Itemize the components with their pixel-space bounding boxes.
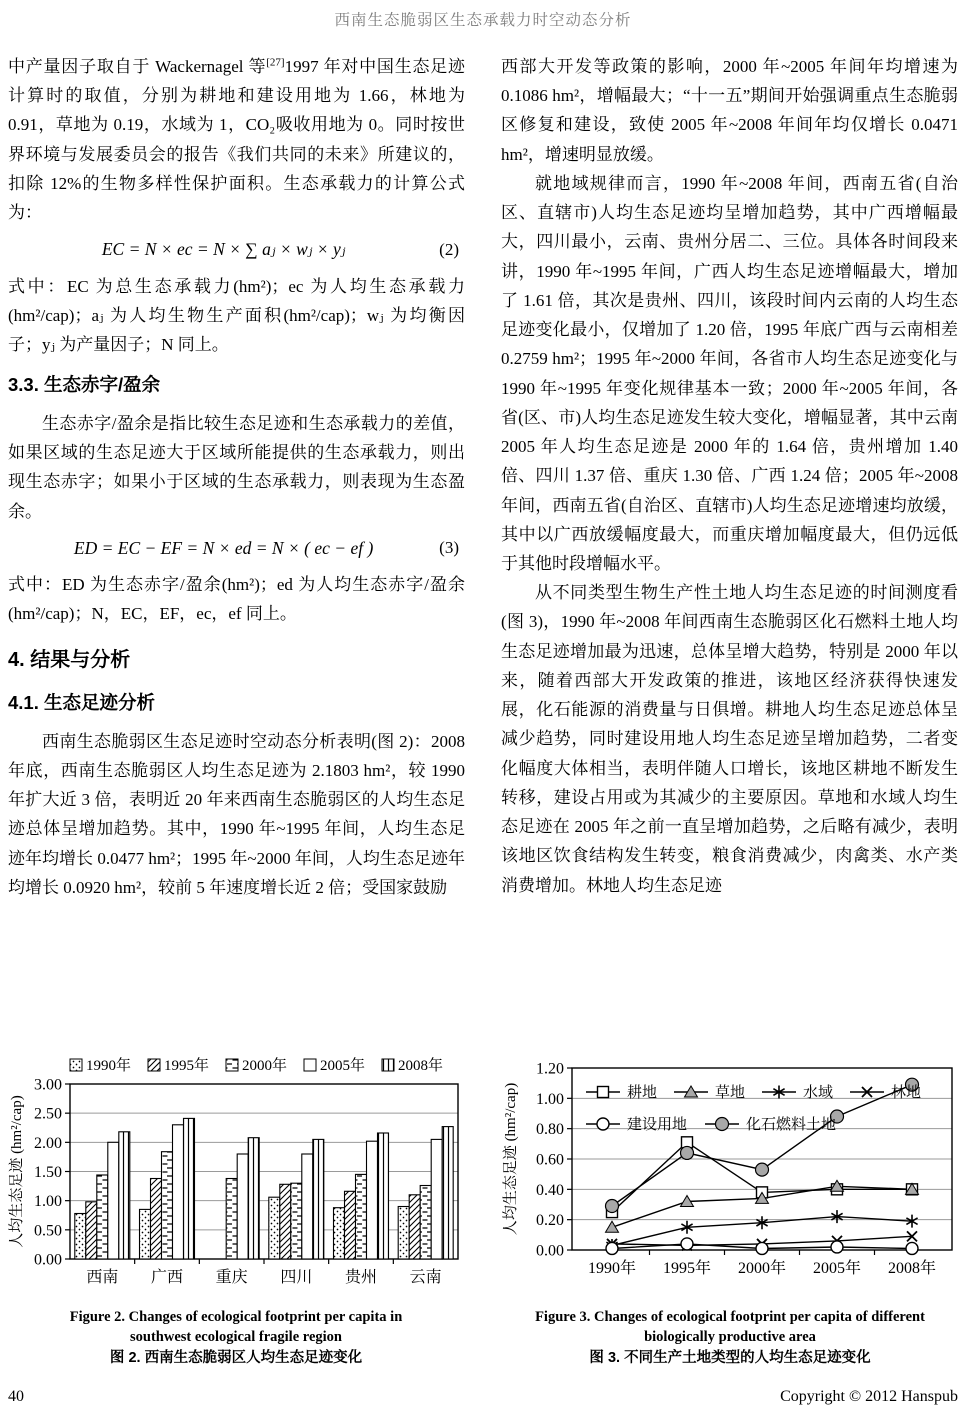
- svg-text:1995年: 1995年: [164, 1058, 210, 1074]
- svg-text:人均生态足迹 (hm²/cap): 人均生态足迹 (hm²/cap): [503, 1082, 519, 1236]
- svg-text:云南: 云南: [409, 1269, 442, 1286]
- paragraph-regional-pattern: 就地域规律而言，1990 年~2008 年间，西南五省(自治区、直辖市)人均生态足迹均呈增加趋势，其中广西增幅最大，四川最小，云南、贵州分居二、三位。具体各时间段来讲，1990 年~1995 年间，广西人均生态足迹增幅最大，增加了 1.61 倍，其次是贵州、四川，该段时间内云南的人均生态足迹变化最小，仅增加了 1.20 倍，1995 年底广西与云南相差 0.2759 hm²；1995 年~2000 年间，各省市人均生态足迹变化与 1990 年~1995 年变化规律基本一致；2000 年~2005 年间，各省(区、市)人均生态足迹发生较大变化，增幅显著，其中云南 2005 年人均生态足迹是 2000 年的 1.64 倍，贵州增加 1.40 倍、四川 1.37 倍、重庆 1.30 倍、广西 1.24 倍；2005 年~2008 年间，西南五省(自治区、直辖市)人均生态足迹增速均放缓，其中以广西放缓幅度最大，而重庆增加幅度最大，但仍远低于其他时段增幅水平。: [501, 173, 958, 573]
- svg-text:人均生态足迹 (hm²/cap): 人均生态足迹 (hm²/cap): [9, 1095, 25, 1248]
- svg-text:广西: 广西: [150, 1269, 184, 1286]
- equation-2-body: EC = N × ec = N × ∑ aⱼ × wⱼ × yⱼ: [101, 239, 346, 260]
- svg-text:林地: 林地: [891, 1085, 922, 1101]
- figure2-bar-chart: [6, 1054, 464, 1299]
- equation-3-body: ED = EC − EF = N × ed = N × ( ec − ef ): [73, 537, 374, 558]
- svg-text:1.00: 1.00: [34, 1193, 62, 1211]
- figure2-caption-zh: 图 2. 西南生态脆弱区人均生态足迹变化: [109, 1349, 363, 1366]
- paragraph-ed-definition: 式中：ED 为生态赤字/盈余(hm²)；ed 为人均生态赤字/盈余(hm²/cap)；N，EC，EF，ec，ef 同上。: [8, 575, 465, 624]
- svg-text:1.20: 1.20: [536, 1060, 564, 1078]
- svg-text:贵州: 贵州: [344, 1269, 378, 1286]
- paragraph-footprint-analysis: 西南生态脆弱区生态足迹时空动态分析表明(图 2)：2008 年底，西南生态脆弱区人均生态足迹为 2.1803 hm²，较 1990 年扩大近 3 倍，表明近 20 年来西南生态脆弱区的人均生态足迹总体呈增加趋势。其中，1990 年~1995 年间，人均生态足迹年均增长 0.0477 hm²；1995 年~2000 年间，人均生态足迹年均增长 0.0920 hm²，较前 5 年速度增长近 2 倍；受国家鼓励: [8, 731, 465, 897]
- svg-text:水域: 水域: [803, 1085, 834, 1101]
- svg-text:1.50: 1.50: [34, 1164, 62, 1181]
- svg-text:0.00: 0.00: [34, 1251, 62, 1269]
- two-column-body: [8, 52, 958, 1050]
- svg-text:1.00: 1.00: [536, 1090, 564, 1108]
- section-heading-3-3: 3.3. 生态赤字/盈余: [8, 374, 161, 396]
- svg-text:0.00: 0.00: [536, 1242, 564, 1260]
- equation-2: [8, 234, 465, 264]
- svg-text:2.50: 2.50: [34, 1105, 62, 1123]
- svg-text:2008年: 2008年: [398, 1058, 444, 1074]
- svg-text:2000年: 2000年: [737, 1260, 787, 1277]
- page-number: 40: [8, 1388, 24, 1405]
- svg-text:建设用地: 建设用地: [627, 1117, 688, 1133]
- svg-text:0.60: 0.60: [536, 1151, 564, 1169]
- figure-3: [500, 1054, 960, 1369]
- svg-text:草地: 草地: [715, 1085, 746, 1101]
- svg-text:0.20: 0.20: [536, 1212, 564, 1230]
- paragraph-growth-rates: 西部大开发等政策的影响，2000 年~2005 年间年均增速为 0.1086 hm²，增幅最大；“十一五”期间开始强调重点生态脆弱区修复和建设，致使 2005 年~2008 年间年均仅增长 0.0471 hm²，增速明显放缓。: [501, 57, 958, 164]
- svg-text:2000年: 2000年: [242, 1058, 288, 1074]
- svg-text:0.40: 0.40: [536, 1181, 564, 1199]
- equation-2-number: (2): [439, 239, 459, 259]
- paragraph-text: 1997 年对中国生态足迹计算时的取值，分别为耕地和建设用地为 1.66，林地为 0.91，草地为 0.19，水域为 1，CO₂吸收用地为 0。同时按世界环境与发展委员会的报告《我们共同的未来》所建议的，扣除 12%的生物多样性保护面积。生态承载力的计算公式为：: [8, 57, 465, 223]
- figure-2: [6, 1054, 466, 1369]
- svg-text:1995年: 1995年: [662, 1260, 712, 1277]
- left-column: [8, 52, 465, 1050]
- figure3-line-chart: [500, 1054, 958, 1299]
- svg-text:四川: 四川: [280, 1269, 313, 1286]
- svg-text:2005年: 2005年: [812, 1260, 862, 1277]
- paragraph-ec-definition: 式中：EC 为总生态承载力(hm²)；ec 为人均生态承载力(hm²/cap)；aⱼ 为人均生物生产面积(hm²/cap)；wⱼ 为均衡因子；yⱼ 为产量因子；N 同上。: [8, 276, 465, 354]
- svg-text:1990年: 1990年: [587, 1260, 637, 1277]
- svg-text:2008年: 2008年: [887, 1260, 937, 1277]
- paragraph-yield-factor: [8, 52, 465, 227]
- figure3-caption-en: Figure 3. Changes of ecological footprint per capita of different biologically productive area: [535, 1309, 925, 1346]
- paragraph-deficit-definition: 生态赤字/盈余是指比较生态足迹和生态承载力的差值，如果区域的生态足迹大于区域所能提供的生态承载力，则出现生态赤字；如果小于区域的生态承载力，则表现为生态盈余。: [8, 414, 465, 521]
- equation-3: [8, 533, 465, 563]
- svg-text:0.50: 0.50: [34, 1222, 62, 1240]
- equation-3-number: (3): [439, 538, 459, 558]
- svg-text:3.00: 3.00: [34, 1076, 62, 1094]
- section-heading-4-1: 4.1. 生态足迹分析: [8, 691, 155, 713]
- svg-text:化石燃料土地: 化石燃料土地: [746, 1117, 837, 1133]
- section-heading-4: 4. 结果与分析: [8, 648, 131, 671]
- svg-text:耕地: 耕地: [627, 1085, 658, 1101]
- svg-text:重庆: 重庆: [215, 1269, 248, 1286]
- right-column: [501, 52, 958, 1050]
- paragraph-land-types: 从不同类型生物生产性土地人均生态足迹的时间测度看(图 3)，1990 年~2008 年间西南生态脆弱区化石燃料土地人均生态足迹增加最为迅速，总体呈增大趋势，特别是 2000 年以来，随着西部大开发政策的推进，该地区经济获得快速发展，化石能源的消费量与日俱增。耕地人均生态足迹总体呈减少趋势，同时建设用地人均生态足迹呈增加趋势，二者变化幅度大体相当，表明伴随人口增长，该地区耕地不断发生转移，建设占用或为其减少的主要原因。草地和水域人均生态足迹在 2005 年之前一直呈增加趋势，之后略有减少，表明该地区饮食结构发生转变，粮食消费减少，肉禽类、水产类消费增加。林地人均生态足迹: [501, 583, 958, 895]
- svg-text:西南: 西南: [86, 1269, 119, 1286]
- svg-text:1990年: 1990年: [86, 1058, 132, 1074]
- paragraph-text: 中产量因子取自于 Wackernagel 等: [8, 57, 267, 76]
- svg-text:2.00: 2.00: [34, 1134, 62, 1152]
- citation-ref-27: [27]: [266, 56, 285, 69]
- running-head-title: 西南生态脆弱区生态承载力时空动态分析: [334, 12, 632, 29]
- copyright-notice: Copyright © 2012 Hanspub: [780, 1388, 958, 1405]
- figure3-caption-zh: 图 3. 不同生产土地类型的人均生态足迹变化: [589, 1349, 871, 1366]
- svg-text:2005年: 2005年: [320, 1058, 366, 1074]
- figure2-caption-en: Figure 2. Changes of ecological footprint per capita in southwest ecological fragile region: [69, 1309, 403, 1346]
- svg-text:0.80: 0.80: [536, 1121, 564, 1139]
